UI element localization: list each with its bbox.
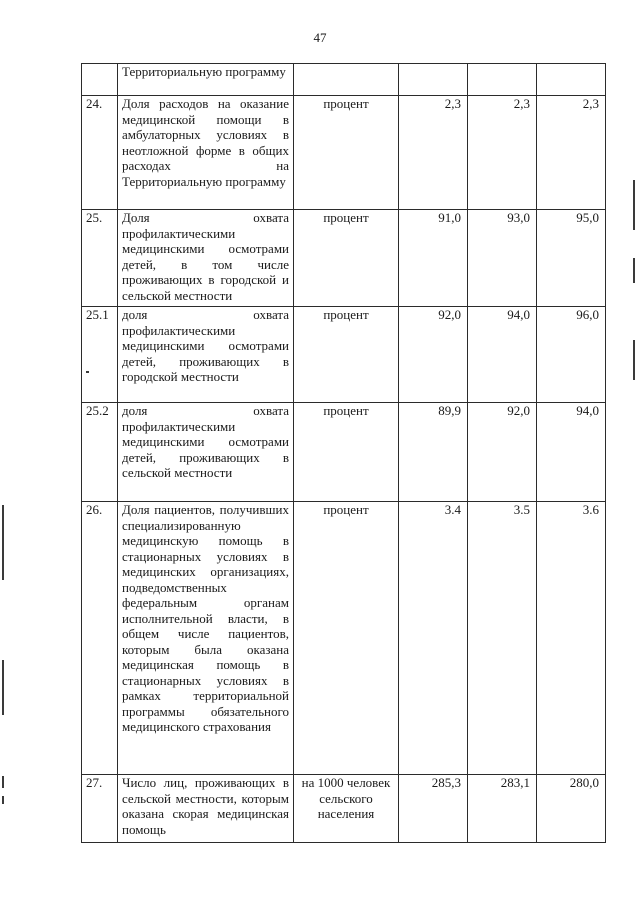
- value-year-2: 94,0: [468, 307, 537, 403]
- value-year-1: 92,0: [399, 307, 468, 403]
- indicator-name: Число лиц, проживающих в сельской местности, которым оказана скорая медицинская помощь: [118, 775, 294, 843]
- page-number: 47: [313, 30, 327, 45]
- value-year-2: 2,3: [468, 96, 537, 210]
- indicator-name: Территориальную программу: [118, 64, 294, 96]
- unit-of-measure: процент: [294, 210, 399, 307]
- row-number: 25.2: [82, 403, 118, 502]
- unit-of-measure: процент: [294, 96, 399, 210]
- table-row: [82, 210, 606, 307]
- row-number: 25.1: [82, 307, 118, 403]
- value-year-1: 89,9: [399, 403, 468, 502]
- value-year-3: 94,0: [537, 403, 606, 502]
- unit-of-measure: на 1000 человек сельского населения: [294, 775, 399, 843]
- row-number: [82, 64, 118, 96]
- value-year-1: 2,3: [399, 96, 468, 210]
- row-number: 27.: [82, 775, 118, 843]
- scan-edge-mark: [2, 505, 4, 580]
- value-year-3: 96,0: [537, 307, 606, 403]
- table-row: [82, 775, 606, 843]
- table-row: [82, 64, 606, 96]
- value-year-3: 2,3: [537, 96, 606, 210]
- indicators-table: [81, 63, 606, 843]
- unit-of-measure: процент: [294, 502, 399, 775]
- value-year-3: [537, 64, 606, 96]
- row-number: 25.: [82, 210, 118, 307]
- table-row: [82, 307, 606, 403]
- value-year-2: 283,1: [468, 775, 537, 843]
- indicator-name: Доля охвата профилактическими медицинскими осмотрами детей, в том числе проживающих в городской и сельской местности: [118, 210, 294, 307]
- value-year-3: 3.6: [537, 502, 606, 775]
- value-year-3: 280,0: [537, 775, 606, 843]
- indicator-name: доля охвата профилактическими медицинскими осмотрами детей, проживающих в сельской местности: [118, 403, 294, 502]
- scan-edge-mark: [2, 776, 4, 788]
- row-number: 26.: [82, 502, 118, 775]
- indicator-name: Доля расходов на оказание медицинской помощи в амбулаторных условиях в неотложной форме в общих расходах на Территориальную программу: [118, 96, 294, 210]
- value-year-2: 92,0: [468, 403, 537, 502]
- value-year-1: 91,0: [399, 210, 468, 307]
- scan-edge-mark: [633, 258, 635, 283]
- value-year-1: 3.4: [399, 502, 468, 775]
- scan-edge-mark: [633, 180, 635, 230]
- scan-edge-mark: [2, 796, 4, 804]
- indicator-name: Доля пациентов, получивших специализированную медицинскую помощь в стационарных условиях в медицинских организациях, подведомственных федеральным органам исполнительной власти, в общем числе пациентов, которым была оказана медицинская помощь в стационарных условиях в рамках территориальной программы обязательного медицинского страхования: [118, 502, 294, 775]
- table-row: [82, 403, 606, 502]
- unit-of-measure: процент: [294, 403, 399, 502]
- value-year-3: 95,0: [537, 210, 606, 307]
- unit-of-measure: процент: [294, 307, 399, 403]
- unit-of-measure: [294, 64, 399, 96]
- value-year-2: 93,0: [468, 210, 537, 307]
- row-number: 24.: [82, 96, 118, 210]
- scan-dot: [86, 371, 89, 373]
- table-row: [82, 502, 606, 775]
- table-row: [82, 96, 606, 210]
- value-year-2: 3.5: [468, 502, 537, 775]
- indicator-name: доля охвата профилактическими медицинскими осмотрами детей, проживающих в городской местности: [118, 307, 294, 403]
- value-year-1: [399, 64, 468, 96]
- scan-edge-mark: [633, 340, 635, 380]
- value-year-1: 285,3: [399, 775, 468, 843]
- value-year-2: [468, 64, 537, 96]
- scan-edge-mark: [2, 660, 4, 715]
